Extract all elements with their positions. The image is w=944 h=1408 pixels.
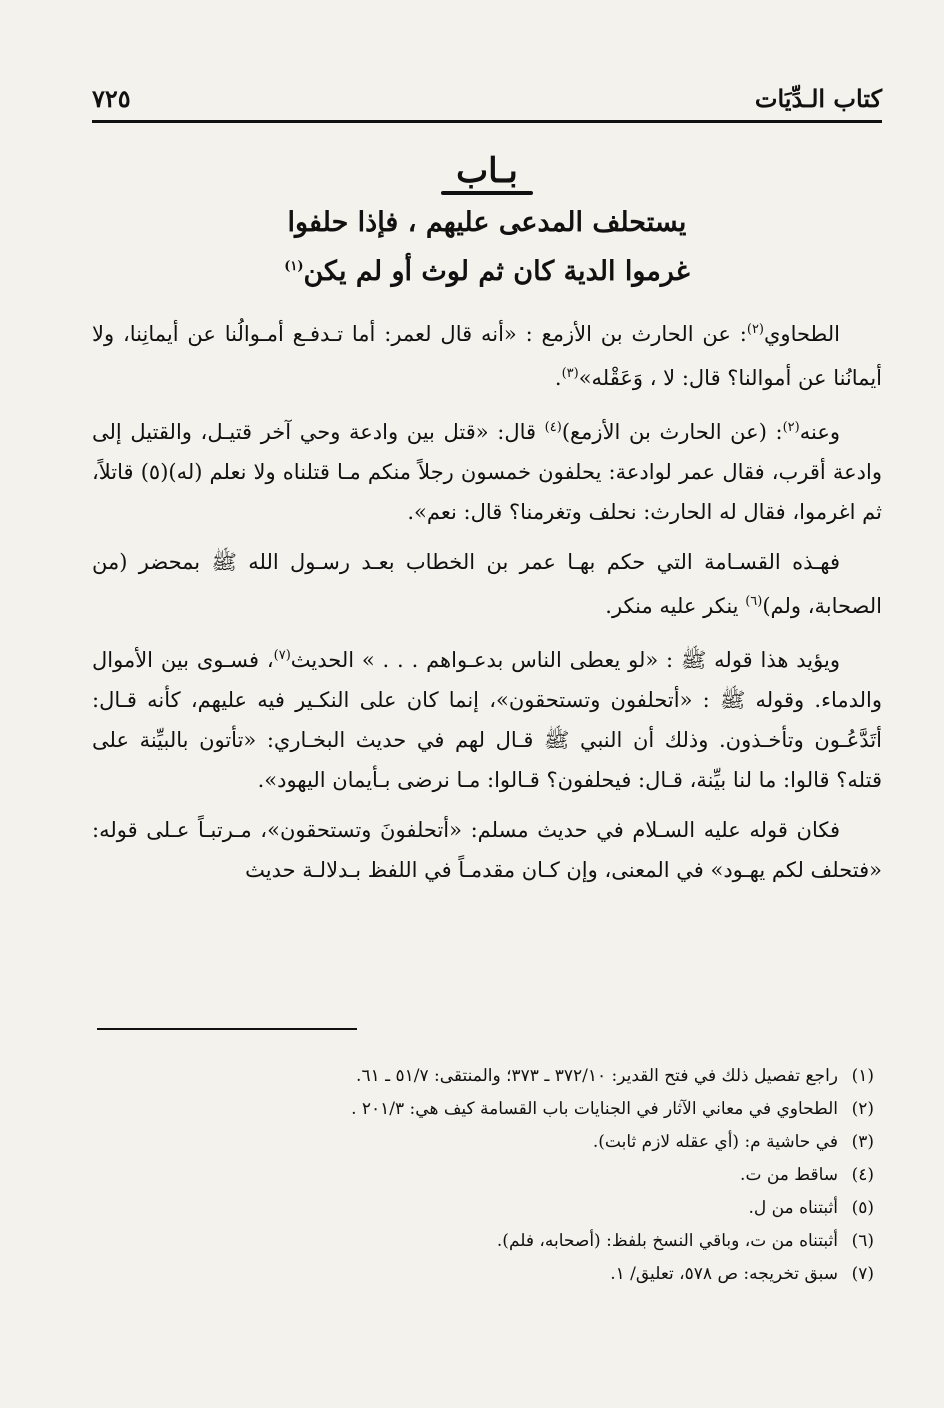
footnotes [94,1060,874,1291]
para-4-text: ، فسـوى بين الأموال والدماء. وقوله ﷺ : «أتحلفون وتستحقون»، إنما كان على النكـير فيه عليهم، كأنه قـال: أتَدَّعُـون وتأخـذون. وذلك أن النبي ﷺ قـال لهم في حديث البخـاري: «تأتون بالبيِّنة على قتله؟ قالوا: ما لنا بيِّنة، قـال: فيحلفون؟ قـالوا: مـا نرضى بـأيمان اليهود». [92,648,882,792]
footnote-number: (٦) [851,1231,874,1251]
footnote-text: الطحاوي في معاني الآثار في الجنايات باب القسامة كيف هي: ٢٠١/٣ . [351,1099,838,1119]
footnote-number: (٧) [851,1264,874,1284]
footnote-item [94,1126,874,1159]
para-3-ref: (٦) [745,594,763,609]
paragraph-4 [92,636,882,800]
para-2-ref: (٢) [782,420,800,435]
para-1-ref2: (٣) [561,366,579,381]
footnote-item [94,1159,874,1192]
footnote-item [94,1225,874,1258]
footnote-text: في حاشية م: (أي عقله لازم ثابت). [592,1132,838,1152]
paragraph-3 [92,542,882,626]
paragraph-5 [92,810,882,890]
bab-underline [441,191,533,195]
footnote-item [94,1258,874,1291]
footnote-number: (١) [851,1066,874,1086]
footnote-number: (٤) [851,1165,874,1185]
body-text [92,310,882,890]
footnote-separator [97,1028,357,1030]
footnote-item [94,1192,874,1225]
para-3-lead: فهـذه القسـامة التي حكم بهـا عمر بن الخطاب بعـد رسـول الله ﷺ بمحضر (من الصحابة، ولم) [92,550,882,618]
page-header [92,70,882,123]
chapter-footnote-marker: (١) [284,259,304,274]
running-title: كتاب الـدِّيَات [754,84,882,113]
para-4-ref: (٧) [273,648,291,663]
paragraph-1 [92,310,882,398]
footnote-item [94,1093,874,1126]
para-1-end: . [554,366,562,390]
footnote-text: أثبتناه من ل. [748,1198,838,1218]
page-number: ٧٢٥ [92,84,131,113]
para-2-end: قال: «قتل بين وادعة وحي آخر قتيـل، والقتيل إلى وادعة أقرب، فقال عمر لوادعة: يحلفون خمسون رجلاً منكم مـا قتلناه ولا نعلم (له)(٥) قاتلاً، ثم اغرموا، فقال له الحارث: نحلف وتغرمنا؟ قال: نعم». [92,420,882,524]
paragraph-2 [92,408,882,532]
footnote-number: (٢) [851,1099,874,1119]
footnote-number: (٣) [851,1132,874,1152]
footnote-item [94,1060,874,1093]
footnote-text: راجع تفصيل ذلك في فتح القدير: ٣٧٢/١٠ ـ ٣٧٣؛ والمنتقى: ٥١/٧ ـ ٦١. [356,1066,838,1086]
footnote-text: أثبتناه من ت، وباقي النسخ بلفظ: (أصحابه، فلم). [496,1231,838,1251]
footnote-text: سبق تخريجه: ص ٥٧٨، تعليق/ ١. [610,1264,838,1284]
para-5-text: فكان قوله عليه السـلام في حديث مسلم: «أتحلفونَ وتستحقون»، مـرتبـاً عـلى قوله: «فتحلف لكم يهـود» في المعنى، وإن كـان مقدمـاً في اللفظ بـدلالـة حديث [92,818,882,882]
chapter-title-line1: يستحلف المدعى عليهم ، فإذا حلفوا [287,207,687,238]
para-2-ref2: (٤) [544,420,562,435]
chapter-title-line2-text: غرموا الدية كان ثم لوث أو لم يكن [303,256,690,287]
para-3-text: ينكر عليه منكر. [605,594,746,618]
footnote-number: (٥) [851,1198,874,1218]
para-1-lead: الطحاوي [764,322,840,346]
para-4-lead: ويؤيد هذا قوله ﷺ : «لو يعطى الناس بدعـواهم . . . » الحديث [290,648,840,672]
book-page [92,70,882,1370]
para-2-text: : (عن الحارث بن الأزمع) [561,420,783,444]
chapter-title [92,201,882,294]
para-2-lead: وعنه [799,420,841,444]
bab-heading: بـاب [456,151,518,191]
para-1-text: : عن الحارث بن الأزمع : «أنه قال لعمر: أما تـدفـع أمـوالُنا عن أيمانِنا، ولا أيمانُنا عن أموالنا؟ قال: لا ، وَعَقْله» [92,322,882,390]
footnote-text: ساقط من ت. [740,1165,838,1185]
chapter-title-line2 [92,245,882,294]
para-1-ref: (٢) [746,322,764,337]
